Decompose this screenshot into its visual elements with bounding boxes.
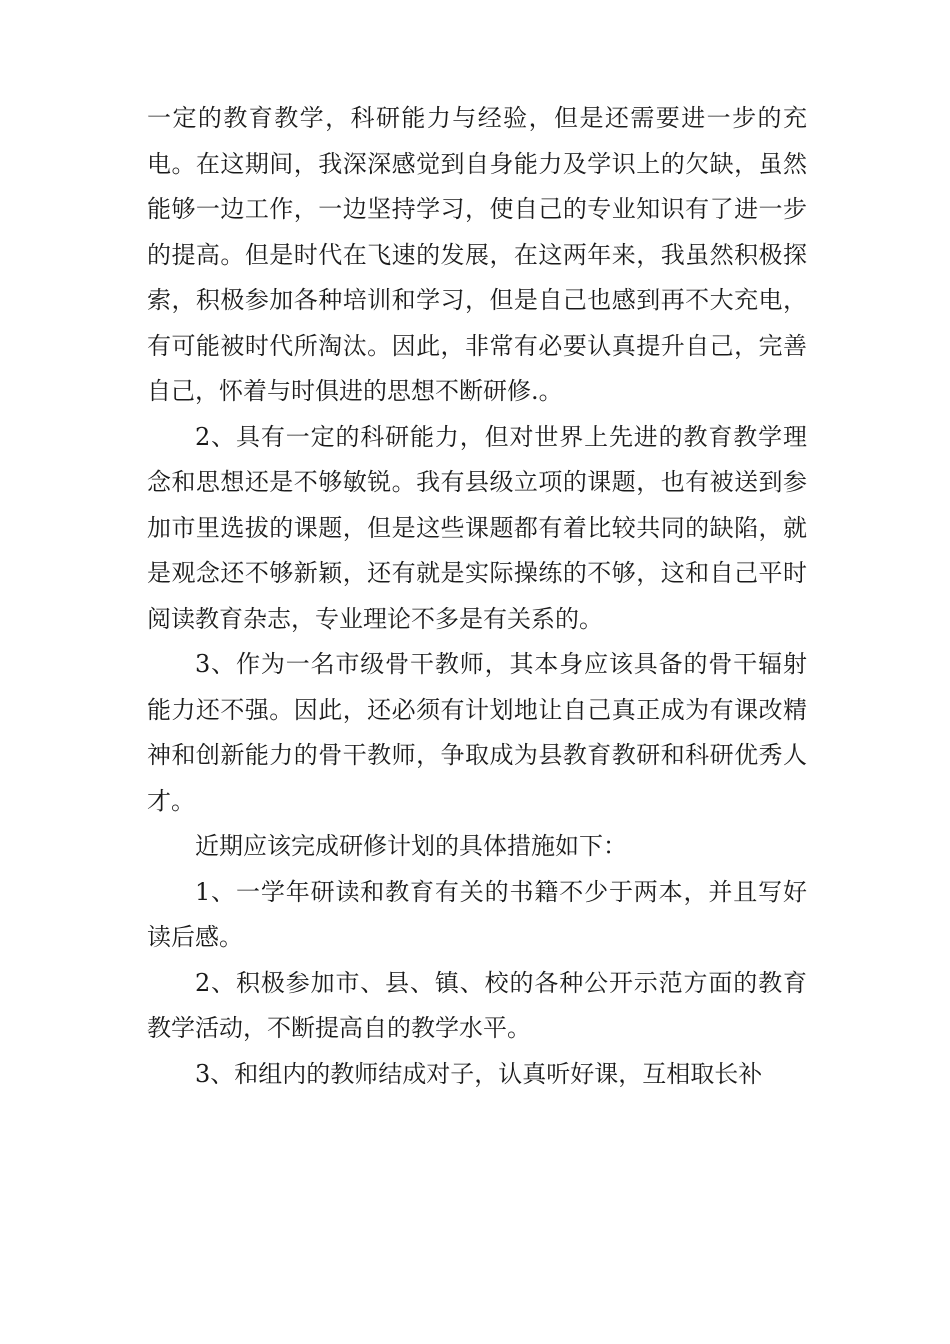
paragraph-measure-1: 1、一学年研读和教育有关的书籍不少于两本，并且写好读后感。 [147, 877, 807, 951]
paragraph-measure-3: 3、和组内的教师结成对子，认真听好课，互相取长补 [195, 1059, 763, 1088]
paragraph-point-2-research: 2、具有一定的科研能力，但对世界上先进的教育教学理念和思想还是不够敏锐。我有县级立项的课题，也有被送到参加市里选拔的课题，但是这些课题都有着比较共同的缺陷，就是观念还不够新颖，还有就是实际操练的不够，这和自己平时阅读教育杂志，专业理论不多是有关系的。 [147, 422, 807, 633]
paragraph-point-3-backbone: 3、作为一名市级骨干教师，其本身应该具备的骨干辐射能力还不强。因此，还必须有计划地让自己真正成为有课改精神和创新能力的骨干教师，争取成为县教育教研和科研优秀人才。 [147, 650, 807, 815]
paragraph-measures-heading: 近期应该完成研修计划的具体措施如下： [195, 832, 627, 860]
paragraph-intro-continuation: 一定的教育教学，科研能力与经验，但是还需要进一步的充电。在这期间，我深深感觉到自身能力及学识上的欠缺，虽然能够一边工作，一边坚持学习，使自己的专业知识有了进一步的提高。但是时代在飞速的发展，在这两年来，我虽然积极探索，积极参加各种培训和学习，但是自己也感到再不大充电，有可能被时代所淘汰。因此，非常有必要认真提升自己，完善自己，怀着与时俱进的思想不断研修.。 [147, 104, 807, 405]
paragraph-measure-2: 2、积极参加市、县、镇、校的各种公开示范方面的教育教学活动，不断提高自的教学水平。 [147, 968, 807, 1042]
document-body [147, 96, 807, 1097]
